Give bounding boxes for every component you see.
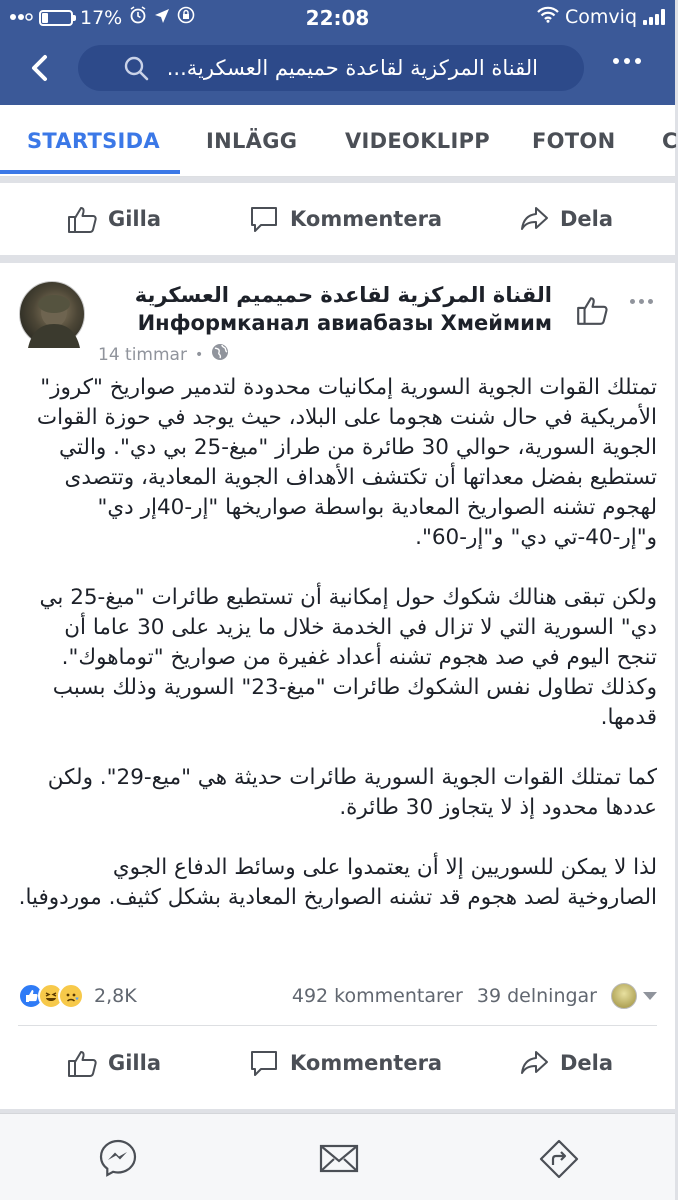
- post-stats: [18, 978, 657, 1014]
- previous-post-actions: [0, 183, 675, 255]
- reactions-summary[interactable]: [18, 983, 78, 1009]
- wifi-icon: [537, 6, 559, 28]
- page-name-russian: Информканал авиабазы Хмеймим: [137, 311, 552, 335]
- tab-more[interactable]: C: [662, 129, 678, 153]
- post-paragraph: كما تمتلك القوات الجوية السورية طائرات حديثة هي "ميع-29". ولكن عددها محدود إذ لا يتجاوز 30 طائرة.: [47, 765, 657, 820]
- tab-foton[interactable]: FOTON: [532, 129, 616, 153]
- messenger-button[interactable]: [98, 1138, 138, 1182]
- tab-inlagg[interactable]: INLÄGG: [206, 129, 298, 153]
- carrier-name: Comviq: [565, 6, 637, 28]
- like-button[interactable]: [66, 1027, 161, 1099]
- thumbs-up-icon: [66, 203, 98, 235]
- post-timestamp[interactable]: 14 timmar: [98, 344, 187, 365]
- top-bar: [0, 0, 675, 105]
- share-icon: [518, 1047, 550, 1079]
- shares-count[interactable]: 39 delningar: [476, 985, 597, 1007]
- post-body: [18, 373, 657, 913]
- status-bar: [0, 0, 675, 36]
- like-label: Gilla: [108, 1051, 162, 1075]
- post-options-button[interactable]: [630, 299, 653, 304]
- post-paragraph: تمتلك القوات الجوية السورية إمكانيات محدودة لتدمير صواريخ "كروز" الأمريكية في حال شنت هجوما على البلاد، حيث يوجد في حوزة القوات الجوية السورية، حوالي 30 طائرة من طراز "ميغ-25 بي دي". والتي تستطيع بفضل معداتها أن تكتشف الأهداف الجوية المعادية، وتتصدى لهجوم تشنه الصواريخ المعادية بواسطة صواريخها "إر-40إر دي" و"إر-40-تي دي" و"إر-60".: [36, 375, 657, 550]
- post-card: [0, 263, 675, 1109]
- chevron-left-icon: [30, 54, 48, 82]
- post-meta: [98, 343, 229, 366]
- battery-percent: 17%: [80, 6, 123, 29]
- active-tab-indicator: [0, 170, 180, 174]
- comment-icon: [248, 1047, 280, 1079]
- tab-videoklipp[interactable]: VIDEOKLIPP: [345, 129, 490, 153]
- page-name-arabic: القناة المركزية لقاعدة حميميم العسكرية: [134, 283, 552, 307]
- more-options-button[interactable]: [613, 58, 641, 64]
- search-text: القناة المركزية لقاعدة حميميم العسكرية...: [166, 56, 538, 80]
- meta-separator: •: [194, 346, 204, 363]
- comment-icon: [248, 203, 280, 235]
- page-avatar[interactable]: [19, 281, 85, 347]
- like-label: Gilla: [108, 207, 162, 231]
- viewer-avatar[interactable]: [611, 983, 637, 1009]
- comment-label: Kommentera: [290, 1051, 443, 1075]
- directions-icon: [538, 1138, 580, 1180]
- globe-icon: [211, 343, 229, 366]
- share-button[interactable]: [518, 183, 613, 255]
- like-button[interactable]: [66, 183, 161, 255]
- page-tabs: [0, 105, 678, 177]
- directions-button[interactable]: [538, 1138, 580, 1184]
- status-right: [537, 6, 665, 28]
- thumbs-up-icon: [66, 1047, 98, 1079]
- share-button[interactable]: [518, 1027, 613, 1099]
- comment-button[interactable]: [248, 1027, 442, 1099]
- share-label: Dela: [560, 207, 614, 231]
- post-paragraph: ولكن تبقى هنالك شكوك حول إمكانية أن تستطيع طائرات "ميغ-25 بي دي" السورية التي لا تزال في الخدمة خلال ما يزيد على 30 عاما أن تنجح اليوم في صد هجوم تشنه أعداد غفيرة من صواريخ "توماهوك". وكذلك تطاول نفس الشكوك طائرات "ميغ-23" السورية وذلك بسبب قدمها.: [39, 585, 657, 730]
- post-actions: [0, 1027, 675, 1099]
- share-icon: [518, 203, 550, 235]
- message-button[interactable]: [318, 1138, 360, 1182]
- envelope-icon: [318, 1138, 360, 1178]
- comments-count[interactable]: 492 kommentarer: [291, 985, 463, 1007]
- comment-label: Kommentera: [290, 207, 443, 231]
- comment-button[interactable]: [248, 183, 442, 255]
- tab-startsida[interactable]: STARTSIDA: [27, 129, 160, 153]
- post-paragraph: لذا لا يمكن للسوريين إلا أن يعتمدوا على وسائط الدفاع الجوي الصاروخية لصد هجوم قد تشنه الصواريخ المعادية بشكل كثيف. موردوفيا.: [18, 855, 657, 910]
- cellular-signal-icon: [643, 9, 665, 25]
- page-name[interactable]: [135, 281, 552, 337]
- reactions-count[interactable]: 2,8K: [94, 985, 137, 1007]
- share-label: Dela: [560, 1051, 614, 1075]
- bottom-toolbar: [0, 1113, 675, 1200]
- status-time: 22:08: [305, 6, 370, 30]
- like-page-button[interactable]: [575, 293, 609, 331]
- messenger-icon: [98, 1138, 138, 1178]
- sad-reaction-icon: [58, 983, 84, 1009]
- search-input[interactable]: [78, 45, 584, 91]
- chevron-down-icon[interactable]: [643, 992, 657, 1000]
- back-button[interactable]: [22, 48, 56, 88]
- thumbs-up-icon: [575, 293, 609, 327]
- stats-divider: [18, 1025, 657, 1026]
- stats-right: [292, 983, 657, 1009]
- search-icon: [123, 55, 149, 85]
